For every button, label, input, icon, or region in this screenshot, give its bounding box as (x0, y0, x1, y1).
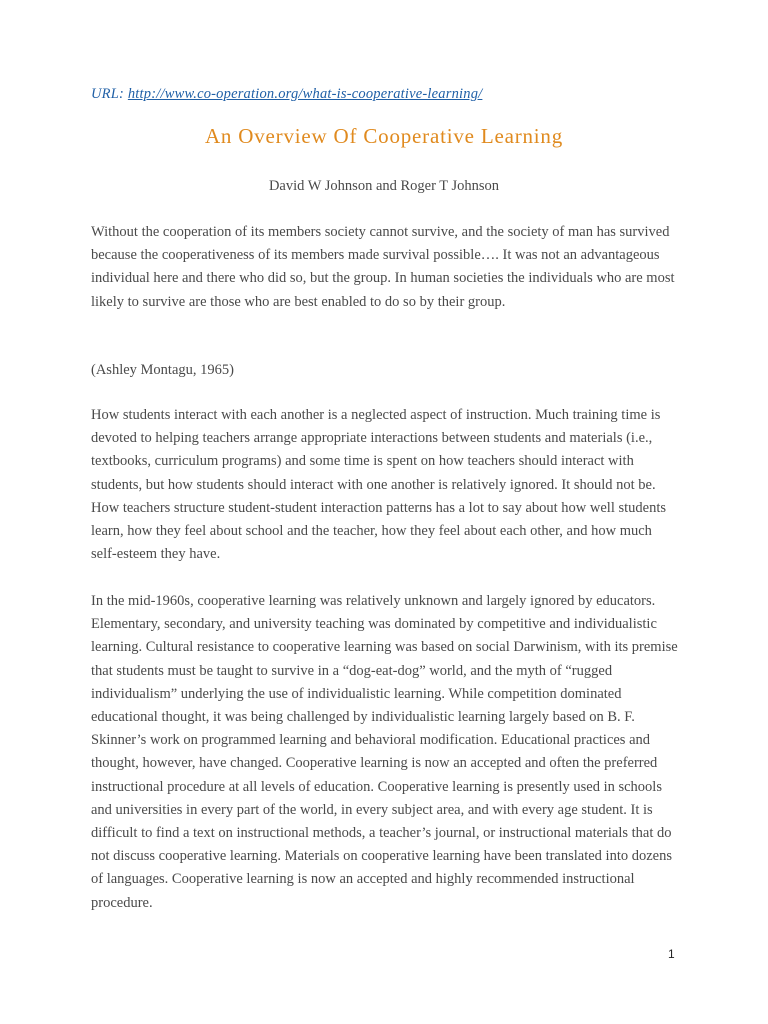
epigraph-quote: Without the cooperation of its members society cannot survive, and the society of man has survived because the cooperativeness of its members made survival possible…. It was not an advantageous individual here and there who did so, but the group. In human societies the individuals who are most likely to survive are those who are best enabled to do so by their group. (91, 224, 675, 310)
url-prefix: URL: (91, 86, 128, 102)
body-paragraph-2: In the mid-1960s, cooperative learning was relatively unknown and largely ignored by educators. Elementary, secondary, and university teaching was dominated by competitive and individualistic learning. Cultural resistance to cooperative learning was based on social Darwinism, with its premise that students must be taught to survive in a “dog-eat-dog” world, and the myth of “rugged individualism” underlying the use of individualistic learning. While competition dominated educational thought, it was being challenged by individualistic learning largely based on B. F. Skinner’s work on programmed learning and behavioral modification. Educational practices and thought, however, have changed. Cooperative learning is now an accepted and often the preferred instructional procedure at all levels of education. Cooperative learning is presently used in schools and universities in every part of the world, in every subject area, and with every age student. It is difficult to find a text on instructional methods, a teacher’s journal, or instructional materials that do not discuss cooperative learning. Materials on cooperative learning have been translated into dozens of languages. Cooperative learning is now an accepted and highly recommended instructional procedure. (91, 593, 678, 911)
body-paragraph-1: How students interact with each another is a neglected aspect of instruction. Much training time is devoted to helping teachers arrange appropriate interactions between students and materials (i.e., textbooks, curriculum programs) and some time is spent on how teachers should interact with students, but how students should interact with one another is relatively ignored. It should not be. How teachers structure student-student interaction patterns has a lot to say about how well students learn, how they feel about school and the teacher, how they feel about each other, and how much self-esteem they have. (91, 407, 667, 563)
document-title: An Overview Of Cooperative Learning (204, 124, 564, 148)
page-number: 1 (668, 947, 675, 961)
source-url-line (91, 86, 482, 103)
source-url-link[interactable]: http://www.co-operation.org/what-is-cooperative-learning/ (127, 86, 483, 102)
document-authors: David W Johnson and Roger T Johnson (268, 178, 500, 194)
epigraph-citation: (Ashley Montagu, 1965) (91, 362, 234, 378)
